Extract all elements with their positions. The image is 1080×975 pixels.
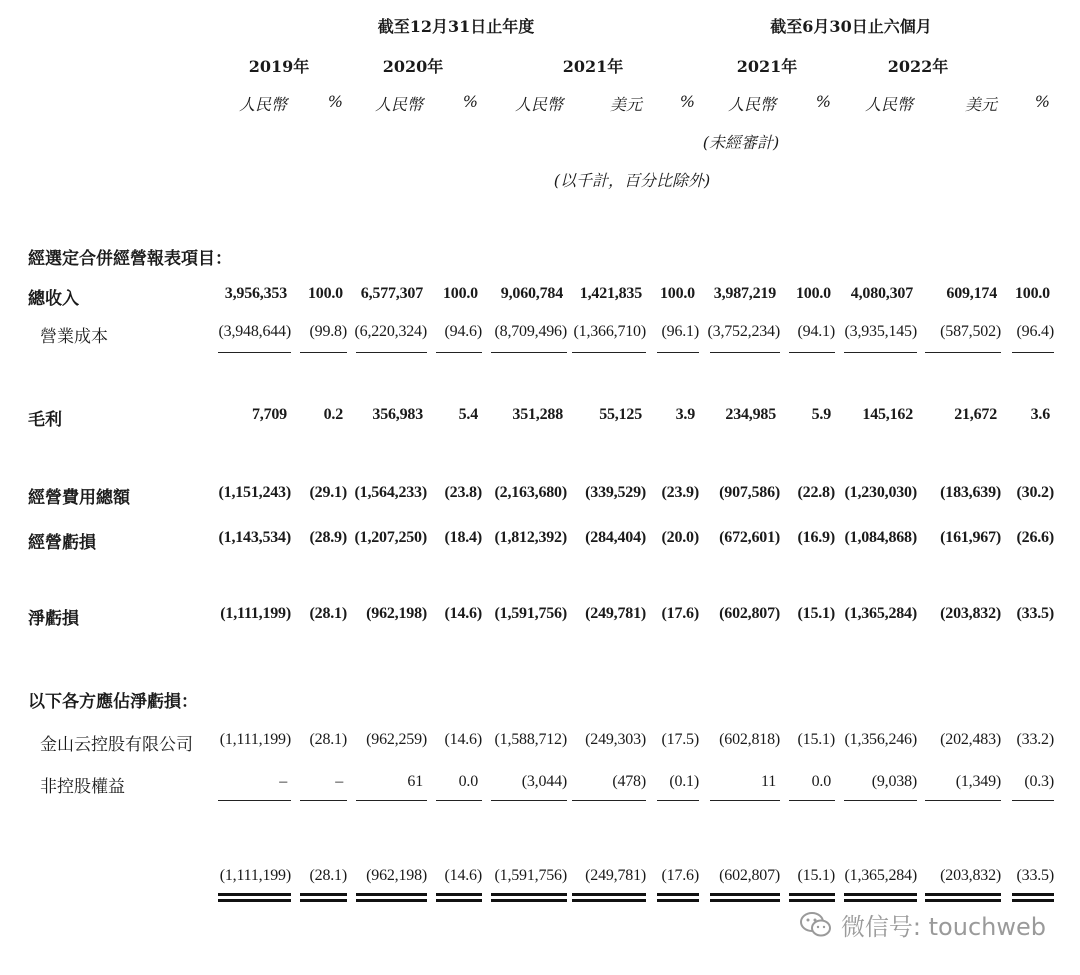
- cell-value: (0.1): [669, 773, 699, 790]
- cell-value: 9,060,784: [500, 285, 563, 302]
- cell-value: (17.6): [661, 605, 699, 622]
- unit-header: 人民幣: [864, 95, 913, 114]
- cell-value: (16.9): [797, 529, 835, 546]
- double-underline: [844, 893, 917, 896]
- cell-value: 3,956,353: [224, 285, 287, 302]
- cell-value: (1,588,712): [494, 731, 567, 748]
- row-label: 經營費用總額: [28, 488, 130, 508]
- cell-value: (1,111,199): [219, 867, 291, 884]
- cell-value: (907,586): [719, 484, 780, 501]
- underline: [1012, 352, 1054, 353]
- cell-value: (28.1): [309, 605, 347, 622]
- cell-value: (587,502): [940, 323, 1001, 340]
- cell-value: (17.6): [661, 867, 699, 884]
- underline: [572, 352, 646, 353]
- underline: [436, 800, 482, 801]
- underline: [356, 352, 427, 353]
- cell-value: (33.5): [1016, 605, 1054, 622]
- cell-value: (1,111,199): [219, 731, 291, 748]
- row-label: 總收入: [28, 289, 79, 309]
- cell-value: (1,356,246): [844, 731, 917, 748]
- cell-value: 0.2: [323, 406, 343, 423]
- cell-value: 21,672: [954, 406, 997, 423]
- double-underline: [436, 899, 482, 902]
- cell-value: (478): [612, 773, 646, 790]
- double-underline: [789, 899, 835, 902]
- underline: [657, 352, 699, 353]
- unit-header: 美元: [609, 95, 642, 114]
- year-header: 2019年: [248, 57, 310, 76]
- unit-note: (以千計，百分比除外): [553, 171, 711, 190]
- cell-value: (3,752,234): [707, 323, 780, 340]
- cell-value: (94.6): [444, 323, 482, 340]
- underline: [925, 352, 1001, 353]
- cell-value: 0.0: [458, 773, 478, 790]
- cell-value: (1,207,250): [354, 529, 427, 546]
- unit-header: 人民幣: [727, 95, 776, 114]
- cell-value: 3.6: [1030, 406, 1050, 423]
- row-label: 經選定合併經營報表項目：: [28, 249, 232, 269]
- cell-value: (3,044): [521, 773, 567, 790]
- cell-value: 3.9: [675, 406, 695, 423]
- cell-value: (249,781): [585, 867, 646, 884]
- cell-value: (33.5): [1016, 867, 1054, 884]
- cell-value: (14.6): [444, 867, 482, 884]
- cell-value: (15.1): [797, 605, 835, 622]
- underline: [844, 352, 917, 353]
- double-underline: [572, 893, 646, 896]
- cell-value: 5.9: [811, 406, 831, 423]
- wechat-icon: [799, 910, 833, 940]
- underline: [300, 800, 347, 801]
- cell-value: (1,151,243): [218, 484, 291, 501]
- cell-value: (3,935,145): [844, 323, 917, 340]
- unit-header: 美元: [964, 95, 997, 114]
- cell-value: (1,111,199): [220, 605, 291, 622]
- underline: [218, 352, 291, 353]
- double-underline: [710, 899, 780, 902]
- cell-value: 100.0: [659, 285, 695, 302]
- cell-value: (9,038): [871, 773, 917, 790]
- cell-value: (3,948,644): [218, 323, 291, 340]
- underline: [789, 800, 835, 801]
- cell-value: (339,529): [585, 484, 646, 501]
- cell-value: 356,983: [372, 406, 423, 423]
- double-underline: [710, 893, 780, 896]
- cell-value: (2,163,680): [494, 484, 567, 501]
- cell-value: (284,404): [585, 529, 646, 546]
- watermark-text: 微信号: touchweb: [840, 913, 1046, 941]
- cell-value: (8,709,496): [494, 323, 567, 340]
- double-underline: [657, 893, 699, 896]
- cell-value: (249,303): [585, 731, 646, 748]
- double-underline: [218, 893, 291, 896]
- cell-value: –: [335, 773, 343, 790]
- cell-value: (96.1): [661, 323, 699, 340]
- cell-value: (14.6): [444, 731, 482, 748]
- cell-value: (962,198): [366, 867, 427, 884]
- cell-value: 11: [760, 773, 776, 790]
- cell-value: (962,259): [366, 731, 427, 748]
- underline: [572, 800, 646, 801]
- cell-value: (28.1): [309, 731, 347, 748]
- cell-value: (202,483): [940, 731, 1001, 748]
- cell-value: (28.1): [309, 867, 347, 884]
- double-underline: [925, 899, 1001, 902]
- cell-value: (249,781): [585, 605, 646, 622]
- cell-value: (1,591,756): [494, 605, 567, 622]
- unit-header: 人民幣: [374, 95, 423, 114]
- cell-value: (1,365,284): [844, 867, 917, 884]
- cell-value: 100.0: [307, 285, 343, 302]
- cell-value: (15.1): [797, 867, 835, 884]
- cell-value: (1,564,233): [354, 484, 427, 501]
- cell-value: (1,230,030): [844, 484, 917, 501]
- cell-value: (602,807): [719, 605, 780, 622]
- year-header: 2020年: [382, 57, 444, 76]
- double-underline: [657, 899, 699, 902]
- unit-header: 人民幣: [514, 95, 563, 114]
- unit-header: %: [462, 92, 478, 111]
- cell-value: (20.0): [661, 529, 699, 546]
- unit-header: %: [327, 92, 343, 111]
- cell-value: (29.1): [309, 484, 347, 501]
- cell-value: 61: [407, 773, 423, 790]
- cell-value: 3,987,219: [713, 285, 776, 302]
- cell-value: (1,365,284): [844, 605, 917, 622]
- cell-value: (33.2): [1016, 731, 1054, 748]
- underline: [710, 352, 780, 353]
- cell-value: (99.8): [309, 323, 347, 340]
- period-half-header: 截至6月30日止六個月: [770, 17, 932, 36]
- double-underline: [491, 899, 567, 902]
- cell-value: 55,125: [599, 406, 642, 423]
- row-label: 經營虧損: [28, 533, 96, 553]
- underline: [300, 352, 347, 353]
- cell-value: (1,591,756): [494, 867, 567, 884]
- double-underline: [1012, 893, 1054, 896]
- double-underline: [436, 893, 482, 896]
- underline: [491, 352, 567, 353]
- double-underline: [844, 899, 917, 902]
- cell-value: (17.5): [661, 731, 699, 748]
- cell-value: (22.8): [797, 484, 835, 501]
- unaudited-note: (未經審計): [702, 133, 780, 152]
- double-underline: [218, 899, 291, 902]
- cell-value: 4,080,307: [850, 285, 913, 302]
- year-header: 2021年: [736, 57, 798, 76]
- underline: [218, 800, 291, 801]
- cell-value: 145,162: [862, 406, 913, 423]
- underline: [491, 800, 567, 801]
- double-underline: [925, 893, 1001, 896]
- underline: [356, 800, 427, 801]
- double-underline: [300, 893, 347, 896]
- cell-value: 1,421,835: [579, 285, 642, 302]
- cell-value: 0.0: [811, 773, 831, 790]
- double-underline: [300, 899, 347, 902]
- cell-value: (23.8): [444, 484, 482, 501]
- unit-header: %: [1034, 92, 1050, 111]
- cell-value: (203,832): [940, 605, 1001, 622]
- double-underline: [572, 899, 646, 902]
- cell-value: 100.0: [795, 285, 831, 302]
- cell-value: (18.4): [444, 529, 482, 546]
- cell-value: (14.6): [444, 605, 482, 622]
- underline: [710, 800, 780, 801]
- cell-value: (161,967): [940, 529, 1001, 546]
- cell-value: (203,832): [940, 867, 1001, 884]
- cell-value: 100.0: [442, 285, 478, 302]
- row-label: 以下各方應佔淨虧損：: [28, 692, 198, 712]
- cell-value: (30.2): [1016, 484, 1054, 501]
- cell-value: (183,639): [940, 484, 1001, 501]
- unit-header: %: [815, 92, 831, 111]
- watermark: [799, 907, 1046, 942]
- underline: [436, 352, 482, 353]
- year-header: 2021年: [562, 57, 624, 76]
- underline: [1012, 800, 1054, 801]
- cell-value: 609,174: [946, 285, 997, 302]
- cell-value: (15.1): [797, 731, 835, 748]
- cell-value: 100.0: [1014, 285, 1050, 302]
- double-underline: [356, 899, 427, 902]
- year-header: 2022年: [887, 57, 949, 76]
- row-label: 毛利: [28, 410, 62, 430]
- cell-value: (96.4): [1016, 323, 1054, 340]
- cell-value: (0.3): [1024, 773, 1054, 790]
- cell-value: (94.1): [797, 323, 835, 340]
- cell-value: 234,985: [725, 406, 776, 423]
- cell-value: (962,198): [366, 605, 427, 622]
- underline: [657, 800, 699, 801]
- cell-value: (1,349): [955, 773, 1001, 790]
- row-label: 淨虧損: [28, 609, 79, 629]
- cell-value: (1,366,710): [573, 323, 646, 340]
- double-underline: [789, 893, 835, 896]
- row-label: 金山云控股有限公司: [40, 735, 193, 755]
- cell-value: (26.6): [1016, 529, 1054, 546]
- cell-value: (28.9): [309, 529, 347, 546]
- double-underline: [356, 893, 427, 896]
- cell-value: (602,807): [719, 867, 780, 884]
- unit-header: %: [679, 92, 695, 111]
- period-annual-header: 截至12月31日止年度: [377, 17, 535, 36]
- double-underline: [1012, 899, 1054, 902]
- cell-value: (672,601): [719, 529, 780, 546]
- unit-header: 人民幣: [238, 95, 287, 114]
- cell-value: 5.4: [458, 406, 478, 423]
- row-label: 營業成本: [40, 327, 108, 347]
- cell-value: 6,577,307: [360, 285, 423, 302]
- row-label: 非控股權益: [40, 777, 125, 797]
- cell-value: (1,812,392): [494, 529, 567, 546]
- cell-value: (602,818): [719, 731, 780, 748]
- cell-value: (1,143,534): [218, 529, 291, 546]
- cell-value: 7,709: [251, 406, 287, 423]
- underline: [789, 352, 835, 353]
- cell-value: (23.9): [661, 484, 699, 501]
- underline: [925, 800, 1001, 801]
- cell-value: (6,220,324): [354, 323, 427, 340]
- underline: [844, 800, 917, 801]
- double-underline: [491, 893, 567, 896]
- cell-value: 351,288: [512, 406, 563, 423]
- cell-value: –: [279, 773, 287, 790]
- cell-value: (1,084,868): [844, 529, 917, 546]
